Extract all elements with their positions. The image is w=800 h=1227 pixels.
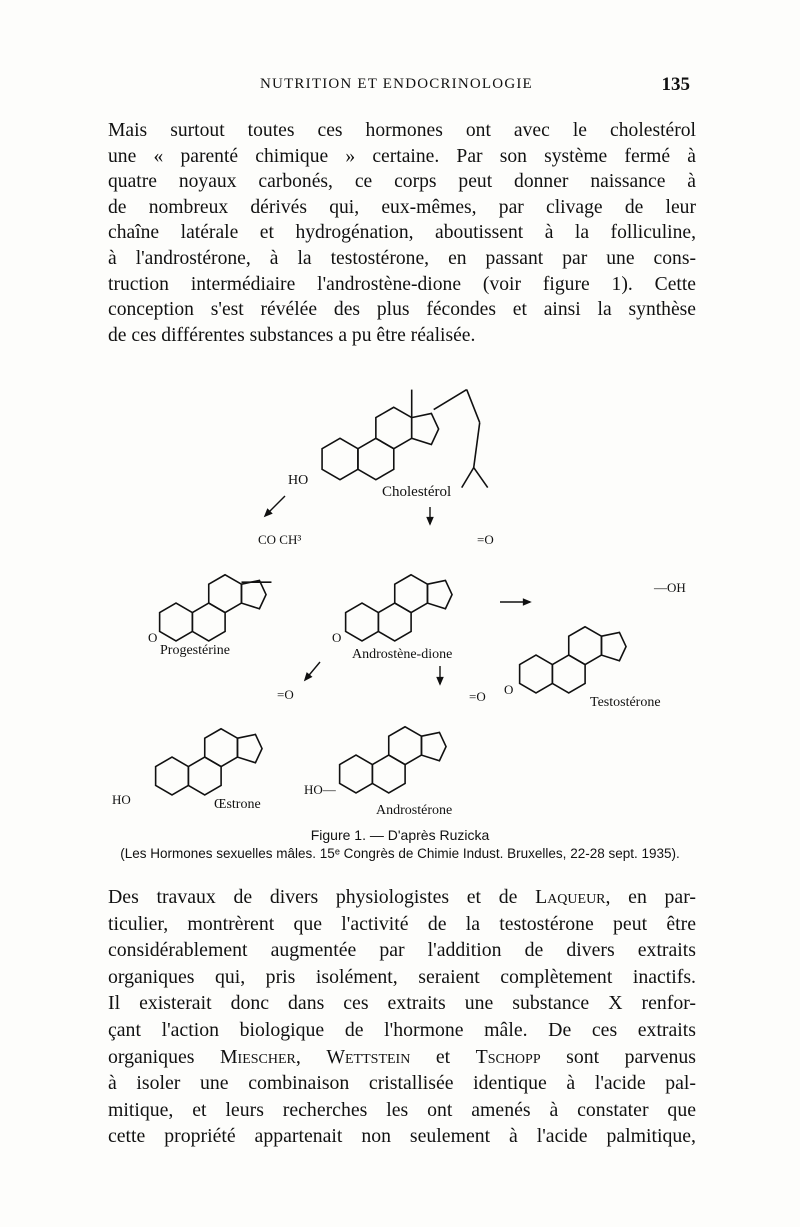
text-line: truction intermédiaire l'androstène-dione (voir figure 1). Cette: [108, 273, 696, 295]
o-group: O: [148, 630, 158, 645]
keto-group: =O: [277, 687, 294, 702]
ring-c: [376, 407, 412, 448]
ring-c: [395, 575, 428, 613]
steroid-structures: [100, 344, 700, 824]
text-line: de nombreux dérivés qui, eux-mêmes, par clivage de leur: [108, 196, 696, 218]
ho-dash-group: HO—: [304, 782, 336, 797]
o-group: O: [504, 682, 514, 697]
text-line: conception s'est révélée des plus fécondes et ainsi la synthèse: [108, 299, 696, 321]
o-group: O: [332, 630, 342, 645]
ring-a: [156, 757, 189, 795]
text-line: Des travaux de divers physiologistes et de Laqueur, en par-: [108, 886, 696, 908]
label-androstenedione: Androstène-dione: [352, 647, 453, 662]
text-line: organiques Miescher, Wettstein et Tschopp sont parvenus: [108, 1045, 697, 1068]
side-chain-bond: [467, 390, 480, 423]
arrow-head: [437, 678, 442, 684]
label-cholesterol: Cholestérol: [382, 484, 452, 500]
ring-a: [340, 755, 373, 793]
ring-a: [346, 603, 379, 641]
side-chain-bond: [462, 468, 474, 488]
label-androsterone: Androstérone: [376, 803, 453, 818]
ring-d: [237, 734, 262, 762]
running-head: [110, 76, 690, 100]
text-line: à l'androstérone, à la testostérone, en passant par une cons-: [108, 247, 696, 269]
text-line: à isoler une combinaison cristallisée identique à l'acide pal-: [108, 1072, 696, 1095]
text-line: cette propriété appartenait non seulement à l'acide palmitique,: [108, 1125, 696, 1148]
oh-group: —OH: [654, 580, 686, 595]
ring-c: [569, 627, 602, 665]
arrow-head: [524, 599, 530, 604]
keto-group: =O: [469, 689, 486, 704]
page-number: 135: [661, 74, 690, 95]
text-line: considérablement augmentée par l'addition de divers extraits: [108, 939, 696, 962]
ring-b: [552, 655, 585, 693]
ring-b: [192, 603, 225, 641]
ring-c: [209, 575, 242, 613]
ring-d: [427, 580, 452, 608]
label-oestrone: Œstrone: [214, 797, 261, 812]
text-line: organiques qui, pris isolément, seraient complètement inactifs.: [108, 965, 696, 988]
label-testosterone: Testostérone: [590, 695, 661, 710]
text-line: mitique, et leurs recherches les ont amenés à constater que: [108, 1098, 696, 1121]
paragraph-2: [108, 884, 696, 1150]
ring-d: [412, 413, 439, 444]
text-line: chaîne latérale et hydrogénation, aboutissent à la folliculine,: [108, 222, 696, 244]
text-line: Il existerait donc dans ces extraits une substance X renfor-: [108, 992, 696, 1015]
text-line: çant l'action biologique de l'hormone mâle. De ces extraits: [108, 1018, 696, 1041]
side-chain-bond: [474, 468, 488, 488]
ho-group: HO: [288, 473, 309, 488]
coch3-group: CO CH³: [258, 532, 302, 547]
text-line: de ces différentes substances a pu être réalisée.: [108, 324, 476, 346]
ring-d: [241, 580, 266, 608]
label-progesterine: Progestérine: [160, 643, 230, 658]
figure-caption-title: Figure 1. — D'après Ruzicka: [310, 827, 490, 843]
side-chain-bond: [434, 390, 467, 410]
figure-caption-source: (Les Hormones sexuelles mâles. 15ᵉ Congrès de Chimie Indust. Bruxelles, 22-28 sept. 1935).: [120, 846, 680, 861]
ring-a: [322, 438, 358, 479]
text-line: une « parenté chimique » certaine. Par son système fermé à: [108, 145, 696, 167]
text-line: ticulier, montrèrent que l'activité de la testostérone peut être: [108, 912, 696, 935]
ring-c: [389, 727, 422, 765]
text-line: quatre noyaux carbonés, ce corps peut donner naissance à: [108, 171, 696, 193]
ho-group: HO: [112, 792, 131, 807]
ring-c: [205, 729, 238, 767]
ring-d: [601, 632, 626, 660]
text-line: Mais surtout toutes ces hormones ont avec le cholestérol: [108, 120, 696, 141]
keto-group: =O: [477, 532, 494, 547]
running-title: NUTRITION ET ENDOCRINOLOGIE: [260, 76, 533, 92]
ring-b: [378, 603, 411, 641]
ring-b: [358, 438, 394, 479]
side-chain-bond: [474, 423, 480, 468]
ring-b: [372, 755, 405, 793]
ring-a: [160, 603, 193, 641]
ring-a: [520, 655, 553, 693]
ring-b: [188, 757, 221, 795]
ring-d: [421, 732, 446, 760]
paragraph-1: [108, 118, 696, 348]
steroid-figure: [100, 344, 700, 824]
arrow-head: [427, 518, 432, 524]
